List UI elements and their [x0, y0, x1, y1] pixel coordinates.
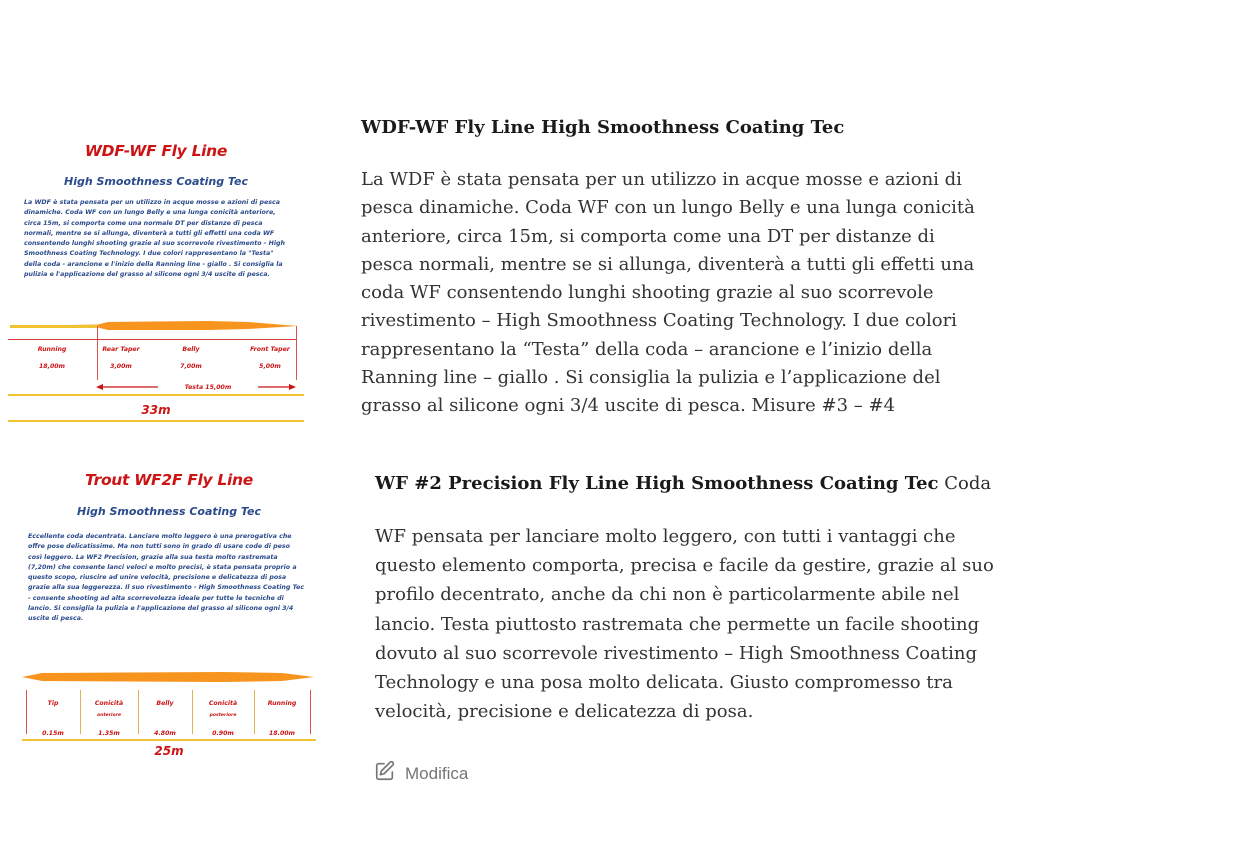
image-description: Eccellente coda decentrata. Lanciare molto leggero è una prerogativa che offre pose delicatissime. Ma non tutti sono in grado di usare code di peso così leggero. La WF2 Precision, grazie alla sua testa molto rastremata (7,20m) che consente lanci veloci e molto precisi, è stata pensata proprio a questo scopo, riuscire ad unire velocità, precisione e delicatezza di posa grazie alla sua leggerezza. Il suo rivestimento - High Smoothness Coating Tec - consente shooting ad alta scorrevolezza ideale per tutte le tecniche di lancio. Si consiglia la pulizia e l'applicazione del grasso al silicone ogni 3/4 uscite di pesca. [28, 533, 305, 623]
table-divider [192, 690, 193, 734]
product-title-main: WF #2 Precision Fly Line High Smoothness Coating Tec [375, 473, 939, 494]
edit-icon [374, 760, 396, 787]
image-total: 33m [141, 403, 171, 417]
table-divider [254, 690, 255, 734]
table-value: 5,00m [259, 363, 281, 370]
product-title-trail: Coda [938, 473, 992, 494]
table-divider [80, 690, 81, 734]
edit-label: Modifica [405, 763, 469, 783]
product-title [375, 473, 991, 494]
table-label: Rear Taper [102, 346, 140, 353]
table-label: Tip [47, 700, 59, 707]
table-value: 1.35m [98, 730, 120, 737]
image-title: WDF-WF Fly Line [84, 142, 228, 160]
table-divider [310, 690, 311, 734]
table-label: Belly [156, 700, 174, 707]
table-top-rule [8, 339, 296, 340]
table-value: 7,00m [180, 363, 202, 370]
product-description: La WDF è stata pensata per un utilizzo in acque mosse e azioni di pesca dinamiche. Coda WF con un lungo Belly e una lunga conicità anteriore, circa 15m, si comporta come una DT per distanze di pesca normali, mentre se si allunga, diventerà a tutti gli effetti una coda WF consentendo lunghi shooting grazie al suo scorrevole rivestimento – High Smoothness Coating Technology. I due colori rappresentano la “Testa” della coda – arancione e l’inizio della Ranning line – giallo . Si consiglia la pulizia e l’applicazione del grasso al silicone ogni 3/4 uscite di pesca. Misure #3 – #4 [361, 169, 975, 417]
table-divider [97, 326, 98, 380]
product-title: WDF-WF Fly Line High Smoothness Coating Tec [361, 117, 845, 138]
total-rule-top [8, 394, 304, 396]
product-image-wdf [8, 128, 304, 426]
table-value: 18,00m [38, 363, 66, 370]
table-value: 3,00m [110, 363, 132, 370]
total-rule-top [22, 739, 316, 741]
fly-line-shape [8, 318, 304, 334]
table-label: Front Taper [250, 346, 290, 353]
table-value: 0.15m [42, 730, 64, 737]
table-divider [296, 326, 297, 380]
testa-label: Testa 15,00m [158, 384, 258, 391]
image-total: 25m [154, 744, 184, 758]
table-label: Conicità [208, 700, 238, 707]
product-description: WF pensata per lanciare molto leggero, con tutti i vantaggi che questo elemento comporta, precisa e facile da gestire, grazie al suo profilo decentrato, anche da chi non è particolarmente abile nel lancio. Testa piuttosto rastremata che permette un facile shooting dovuto al suo scorrevole rivestimento – High Smoothness Coating Technology e una posa molto delicata. Giusto compromesso tra velocità, precisione e delicatezza di posa. [375, 526, 994, 723]
image-title: Trout WF2F Fly Line [85, 471, 253, 489]
table-value: 4.80m [154, 730, 176, 737]
table-label: Belly [182, 346, 200, 353]
table-value: 0.90m [212, 730, 234, 737]
fly-line-shape [22, 670, 316, 684]
image-subtitle: High Smoothness Coating Tec [77, 505, 261, 518]
image-subtitle: High Smoothness Coating Tec [64, 175, 248, 188]
table-divider [26, 690, 27, 734]
edit-link[interactable] [374, 760, 468, 787]
table-label: Running [37, 346, 67, 353]
table-label: Conicità [94, 700, 124, 707]
total-rule-bottom [8, 420, 304, 422]
table-value: 18.00m [268, 730, 296, 737]
image-description: La WDF è stata pensata per un utilizzo in acque mosse e azioni di pesca dinamiche. Coda WF con un lungo Belly e una lunga conicità anteriore, circa 15m, si comporta come una normale DT per distanze di pesca normali, mentre se si allunga, diventerà a tutti gli effetti una coda WF consentendo lunghi shooting grazie al suo scorrevole rivestimento - High Smoothness Coating Technology. I due colori rappresentano la "Testa" della coda - arancione e l'inizio della Ranning line - giallo . Si consiglia la pulizia e l'applicazione del grasso al silicone ogni 3/4 uscite di pesca. [24, 199, 285, 279]
table-divider [138, 690, 139, 734]
table-sublabel: posteriore [209, 713, 237, 718]
table-label: Running [267, 700, 297, 707]
table-sublabel: anteriore [96, 713, 122, 718]
product-image-trout [22, 464, 316, 770]
